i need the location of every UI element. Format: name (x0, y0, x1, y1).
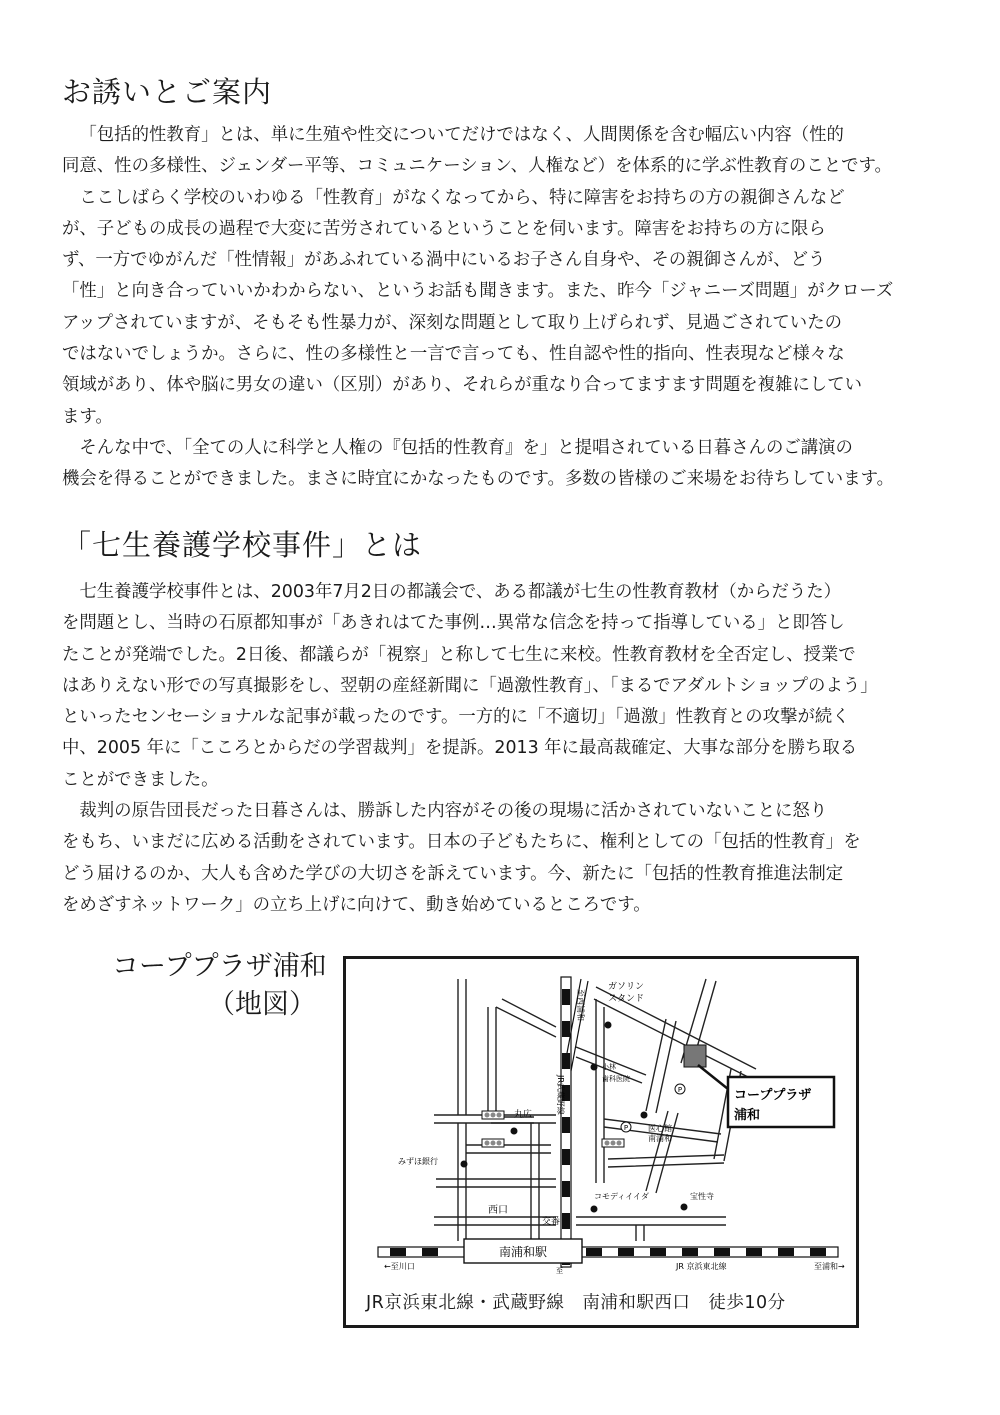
access-map (343, 956, 859, 1328)
text-line: ことができました。 (62, 769, 219, 790)
invitation-paragraph-2 (62, 183, 952, 433)
signal-light (491, 1141, 496, 1146)
text-line: ます。 (62, 406, 113, 427)
signal-light (611, 1141, 616, 1146)
marukou-marker (511, 1128, 518, 1135)
invitation-paragraph-3 (62, 433, 952, 496)
road (576, 1217, 726, 1225)
text-line: どう届けるのか、大人も含めた学びの大切さを訴えています。今、新たに「包括的性教育推進法制定 (62, 863, 844, 884)
text-line: をもち、いまだに広める活動をされています。日本の子どもたちに、権利としての「包括的性教育」を (62, 832, 861, 853)
to-fuchu-label: 至 (556, 1267, 563, 1275)
gas-station-label-2: スタンド (608, 994, 645, 1004)
text-line: アップされていますが、そもそも性暴力が、深刻な問題として取り上げられず、見過ごされていたの (62, 312, 842, 333)
rail-segment (562, 1149, 570, 1165)
signal-light (491, 1113, 496, 1118)
signal-light (497, 1113, 502, 1118)
keihin-tohoku-line (378, 1247, 838, 1257)
text-line: 七生養護学校事件とは、2003年7月2日の都議会で、ある都議が七生の性教育教材（からだうた） (79, 582, 842, 602)
rail-outline (378, 1247, 838, 1257)
road (531, 1123, 539, 1241)
venue-name-line1: コーププラザ (734, 1088, 812, 1103)
west-exit-label: 西口 (488, 1205, 508, 1216)
clinic-label-2: 歯科医院 (602, 1075, 630, 1083)
road (608, 1155, 724, 1167)
invitation-paragraph-1 (62, 120, 952, 183)
road (488, 1007, 496, 1115)
parking-label: P (677, 1086, 683, 1094)
text-line: 領域があり、体や脳に男女の違い（区別）があり、それらが重なり合ってますます問題を複雑にしてい (62, 375, 862, 396)
roads (434, 979, 756, 1241)
text-line: を問題とし、当時の石原都知事が「あきれはてた事例…異常な信念を持って指導している」と即答し (62, 613, 845, 634)
text-line: はありえない形での写真撮影をし、翌朝の産経新聞に「過激性教育」、「まるでアダルトショップのよう」 (62, 675, 878, 696)
text-line: といったセンセーショナルな記事が載ったのです。一方的に「不適切」「過激」性教育との攻撃が続く (62, 707, 850, 728)
incident-section (62, 525, 952, 921)
signal-light (497, 1141, 502, 1146)
road (596, 999, 604, 1183)
ishikai-label-1: 医心館 (648, 1124, 672, 1133)
rail-segment (746, 1248, 762, 1256)
rail-segment (562, 1213, 570, 1229)
invitation-heading: お誘いとご案内 (62, 75, 273, 109)
rail-segment (778, 1248, 794, 1256)
invitation-body (62, 120, 952, 496)
incident-body (62, 577, 952, 921)
text-line: をめざすネットワーク」の立ち上げに向けて、動き始めているところです。 (62, 894, 651, 915)
road (466, 1145, 551, 1153)
text-line: 裁判の原告団長だった日暮さんは、勝訴した内容がその後の現場に活かされていないことに怒り (79, 801, 828, 822)
incident-heading: 「七生養護学校事件」とは (62, 528, 423, 562)
parking-label: P (623, 1124, 629, 1132)
rail-segment (562, 1021, 570, 1037)
signal-light (485, 1113, 490, 1118)
musashino-line (561, 977, 571, 1267)
road (436, 1179, 556, 1187)
venue-building (684, 1045, 706, 1067)
to-nishiurawa-label: 至西浦和 (576, 989, 585, 1021)
station-name: 南浦和駅 (498, 1245, 548, 1259)
to-urawa-label: 至浦和→ (814, 1262, 845, 1271)
text-line: 中、2005 年に「こころとからだの学習裁判」を提訴。2013 年に最高裁確定、大事な部分を勝ち取る (62, 738, 858, 759)
mizuho-marker (461, 1161, 468, 1168)
map-subtitle: （地図） (208, 989, 316, 1020)
text-line: ここしばらく学校のいわゆる「性教育」がなくなってから、特に障害をお持ちの方の親御さんなど (79, 187, 845, 208)
traffic-signal (482, 1139, 504, 1147)
venue-name-line2: 浦和 (734, 1108, 761, 1123)
rail-segment (422, 1248, 438, 1256)
signal-light (617, 1141, 622, 1146)
incident-paragraph-1 (62, 577, 952, 796)
to-kawaguchi-label: ←至川口 (384, 1262, 415, 1271)
clinic-label-1: 小林 (602, 1063, 616, 1071)
commodity-label: コモディイイダ (594, 1192, 649, 1201)
rail-segment (586, 1248, 602, 1256)
map-drawing (346, 959, 856, 1325)
rail-segment (682, 1248, 698, 1256)
rail-segment (618, 1248, 634, 1256)
traffic-signal (482, 1111, 504, 1119)
map-title: コーププラザ浦和 (112, 951, 327, 982)
venue-pointer (698, 1065, 728, 1089)
traffic-signal (602, 1139, 624, 1147)
rail-segment (650, 1248, 666, 1256)
gas-station-label-1: ガソリン (608, 982, 645, 992)
rail-segment (562, 989, 570, 1005)
text-line: 機会を得ることができました。まさに時宜にかなったものです。多数の皆様のご来場をお待ちしています。 (62, 469, 894, 490)
ishikai-marker (641, 1112, 648, 1119)
text-line: 「性」と向き合っていいかわからない、というお話も聞きます。また、昨今「ジャニーズ問題」がクローズ (62, 281, 894, 302)
houshouji-label: 宝性寺 (690, 1192, 714, 1201)
musashino-label: JR武蔵野線 (556, 1075, 565, 1115)
access-info: JR京浜東北線・武蔵野線 南浦和駅西口 徒歩10分 (366, 1293, 786, 1313)
rail-segment (714, 1248, 730, 1256)
rail-segment (810, 1248, 826, 1256)
text-line: そんな中で、「全ての人に科学と人権の『包括的性教育』を」と提唱されている日暮さんのご講演の (79, 437, 853, 458)
jr-line-label: JR 京浜東北線 (676, 1262, 727, 1271)
signal-light (485, 1141, 490, 1146)
signal-light (605, 1141, 610, 1146)
road (434, 1217, 556, 1225)
road (458, 1123, 466, 1241)
gas-station-marker (605, 1022, 612, 1029)
mizuho-label: みずほ銀行 (398, 1157, 438, 1166)
rail-segment (390, 1248, 406, 1256)
rail-segment (562, 1117, 570, 1133)
text-line: ず、一方でゆがんだ「性情報」があふれている渦中にいるお子さん自身や、その親御さんが、どう (62, 250, 826, 271)
road (496, 999, 556, 1037)
clinic-marker (591, 1064, 598, 1071)
text-line: 同意、性の多様性、ジェンダー平等、コミュニケーション、人権など）を体系的に学ぶ性教育のことです。 (62, 156, 892, 177)
invitation-section (62, 72, 952, 496)
incident-paragraph-2 (62, 796, 952, 921)
koban-label: 交番 (542, 1217, 561, 1227)
houshouji-marker (681, 1204, 688, 1211)
road (636, 1225, 644, 1241)
text-line: が、子どもの成長の過程で大変に苦労されているということを伺います。障害をお持ちの方に限ら (62, 218, 826, 239)
text-line: 「包括的性教育」とは、単に生殖や性交についてだけではなく、人間関係を含む幅広い内容（性的 (79, 125, 844, 145)
rail-segment (562, 1181, 570, 1197)
commodity-marker (591, 1206, 598, 1213)
text-line: たことが発端でした。2日後、都議らが「視察」と称して七生に来校。性教育教材を全否定し、授業で (62, 644, 856, 665)
marukou-label: 丸広 (514, 1110, 533, 1120)
road (458, 979, 466, 1115)
ishikai-label-2: 南浦和 (648, 1134, 672, 1143)
text-line: ではないでしょうか。さらに、性の多様性と一言で言っても、性自認や性的指向、性表現など様々な (62, 344, 845, 365)
